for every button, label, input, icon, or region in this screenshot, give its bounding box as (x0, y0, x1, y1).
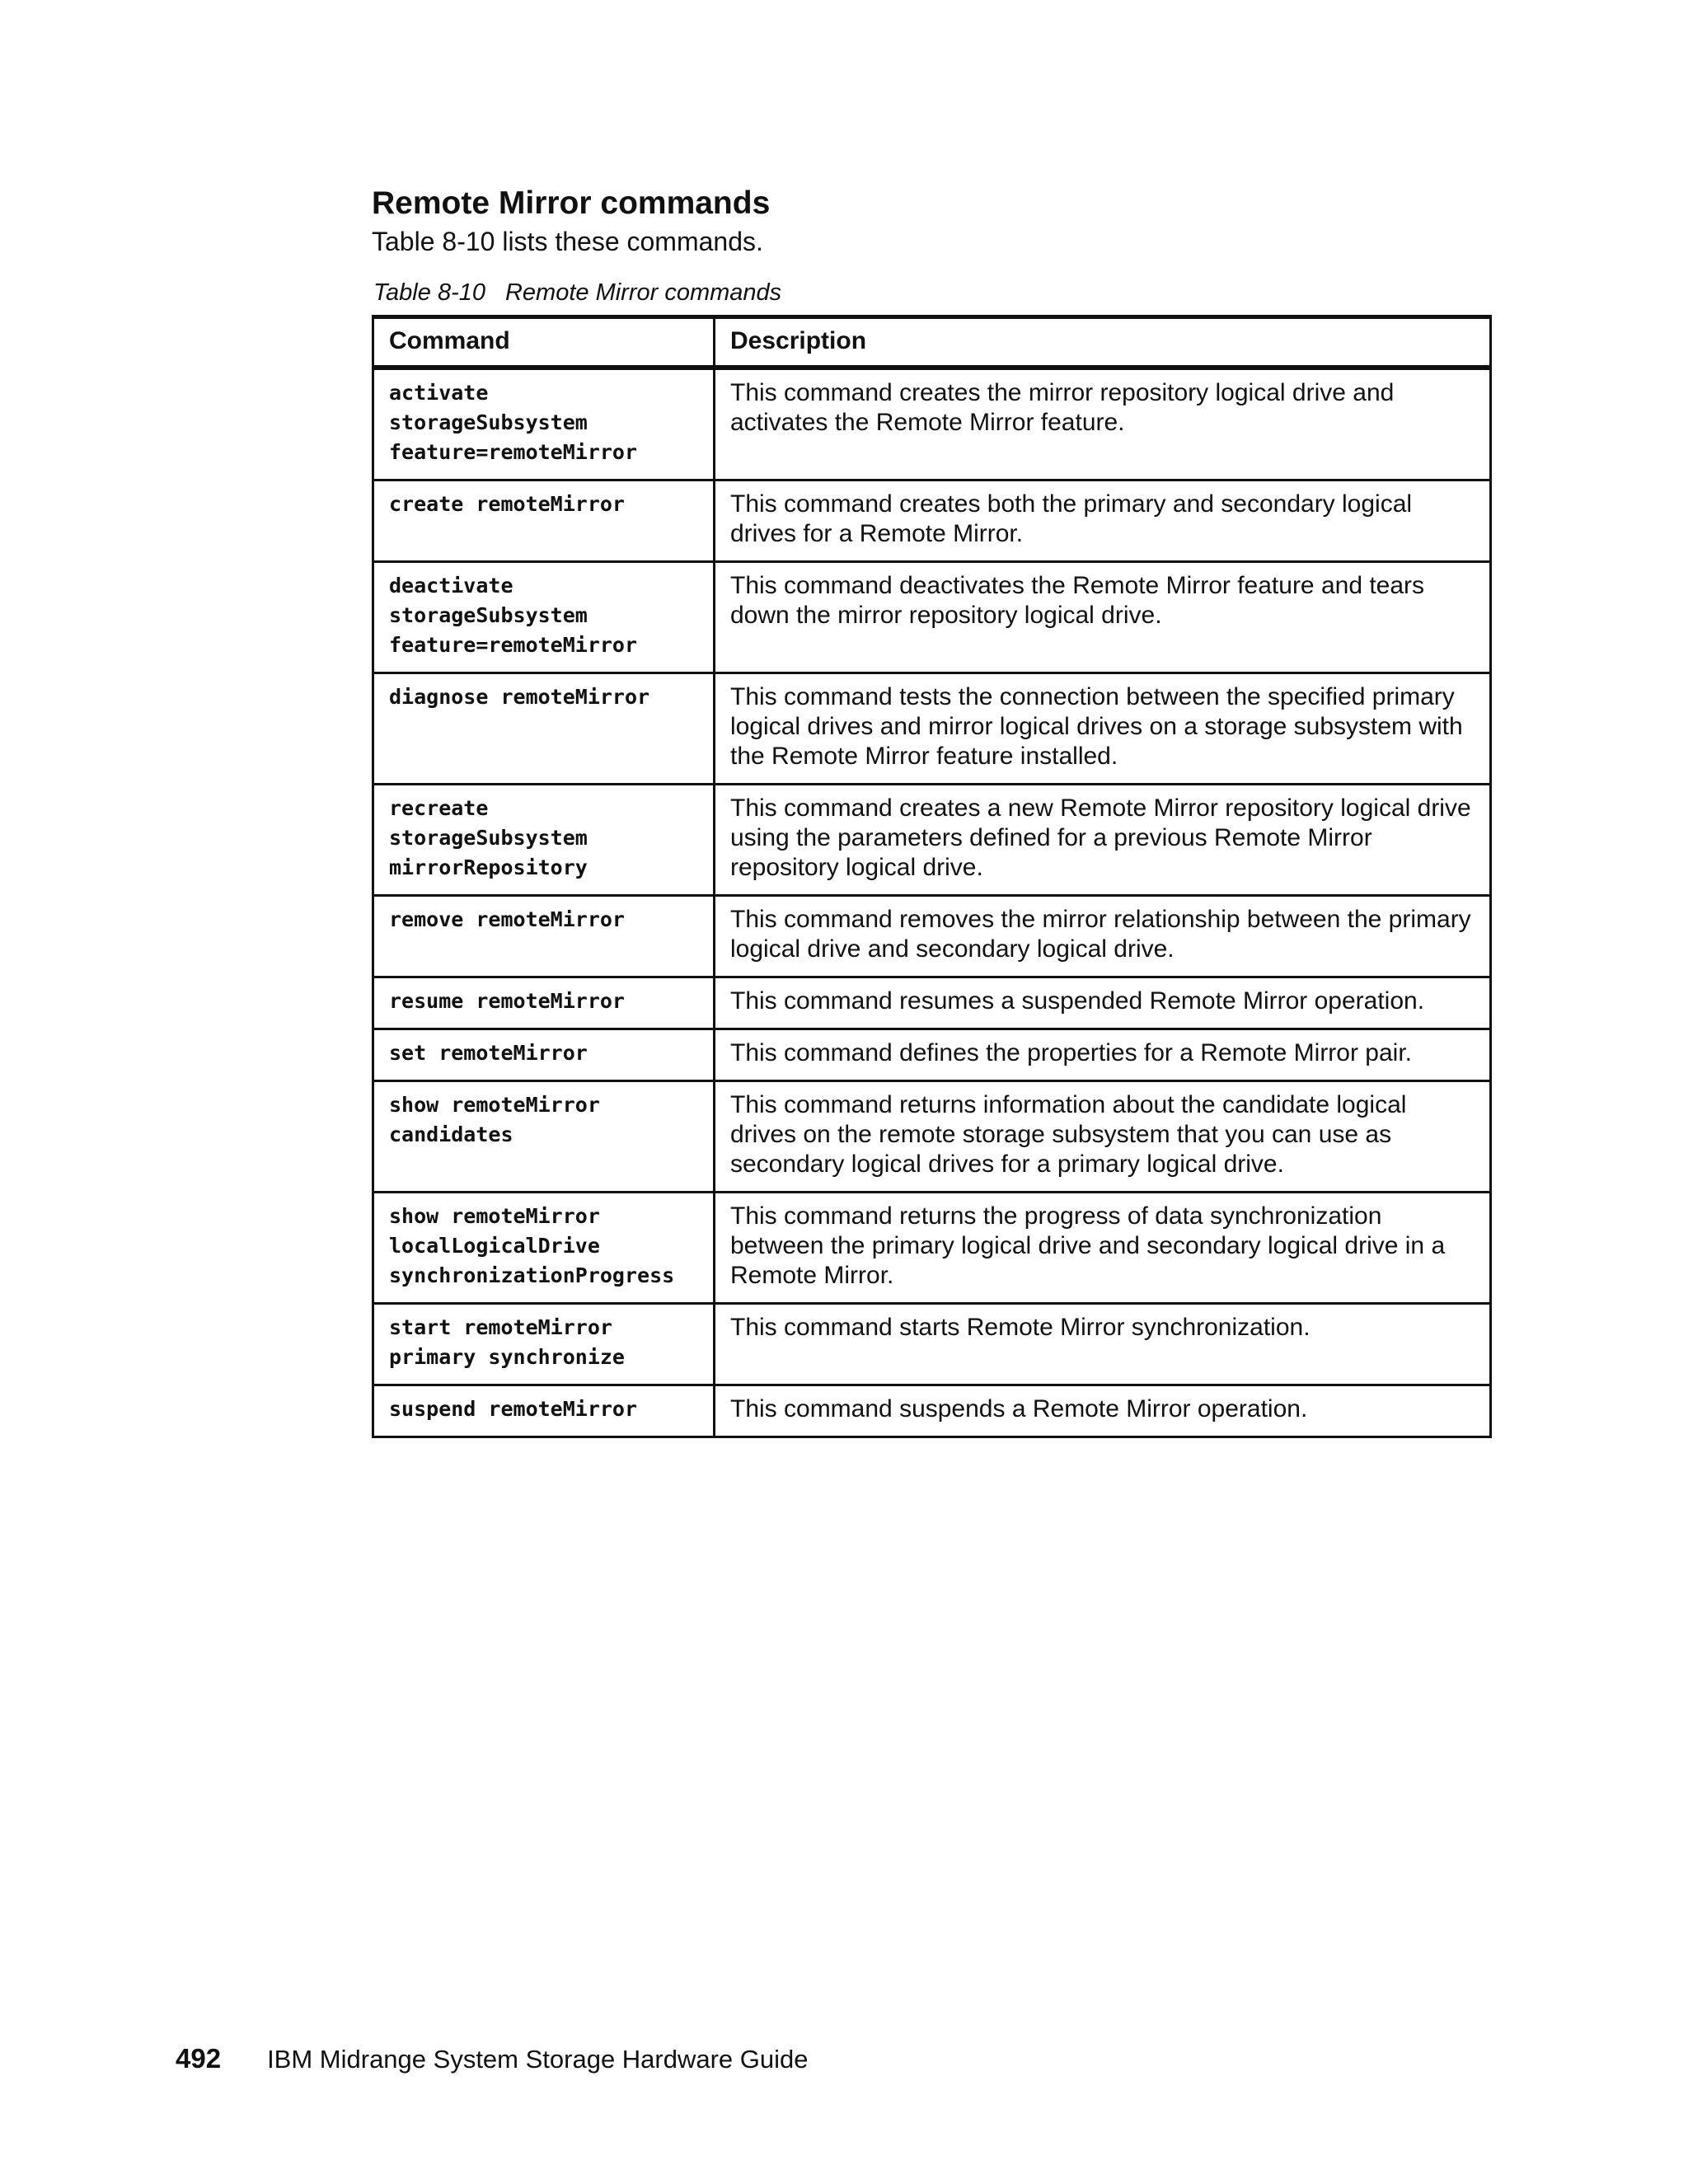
table-row (373, 1193, 1491, 1304)
description-cell: This command deactivates the Remote Mirror feature and tears down the mirror repository logical drive. (715, 562, 1491, 673)
command-text: diagnose remoteMirror (389, 685, 650, 709)
description-cell: This command suspends a Remote Mirror operation. (715, 1385, 1491, 1437)
table-caption (373, 277, 1489, 308)
command-cell (373, 1029, 715, 1081)
page-number: 492 (176, 2043, 222, 2074)
description-cell: This command returns the progress of data synchronization between the primary logical drive and secondary logical drive in a Remote Mirror. (715, 1193, 1491, 1304)
table-row (373, 480, 1491, 562)
command-text: feature=remoteMirror (389, 440, 638, 464)
table-row (373, 368, 1491, 480)
command-cell (373, 785, 715, 896)
table-row (373, 1029, 1491, 1081)
page-content (372, 183, 1489, 1438)
section-title: Remote Mirror commands (372, 185, 771, 221)
table-row (373, 785, 1491, 896)
command-text: primary synchronize (389, 1345, 625, 1369)
command-text: candidates (389, 1122, 513, 1146)
command-cell (373, 562, 715, 673)
command-text: deactivate (389, 574, 513, 598)
command-text: remove remoteMirror (389, 907, 625, 931)
table-row (373, 1081, 1491, 1193)
command-cell (373, 1304, 715, 1385)
command-text: resume remoteMirror (389, 989, 625, 1013)
table-row (373, 673, 1491, 785)
column-header-command: Command (373, 317, 715, 368)
command-cell (373, 1081, 715, 1193)
command-text: create remoteMirror (389, 492, 625, 516)
description-cell: This command defines the properties for a Remote Mirror pair. (715, 1029, 1491, 1081)
commands-table (372, 315, 1492, 1438)
table-row (373, 896, 1491, 977)
command-cell (373, 896, 715, 977)
table-caption-number: Table 8-10 (373, 279, 485, 306)
description-cell: This command tests the connection between the specified primary logical drives and mirror logical drives on a storage subsystem with the Remote Mirror feature installed. (715, 673, 1491, 785)
command-text: start remoteMirror (389, 1315, 612, 1339)
table-row (373, 562, 1491, 673)
command-cell (373, 1385, 715, 1437)
command-text: activate storageSubsystem (389, 381, 588, 434)
table-body (373, 368, 1491, 1437)
description-cell: This command returns information about the candidate logical drives on the remote storage subsystem that you can use as secondary logical drives for a primary logical drive. (715, 1081, 1491, 1193)
table-row (373, 1385, 1491, 1437)
description-cell: This command starts Remote Mirror synchronization. (715, 1304, 1491, 1385)
description-cell: This command creates a new Remote Mirror repository logical drive using the parameters defined for a previous Remote Mirror repository logical drive. (715, 785, 1491, 896)
page-footer (176, 2042, 809, 2076)
description-cell: This command removes the mirror relationship between the primary logical drive and secondary logical drive. (715, 896, 1491, 977)
description-cell: This command creates both the primary and secondary logical drives for a Remote Mirror. (715, 480, 1491, 562)
command-text: synchronizationProgress (389, 1263, 675, 1287)
command-cell (373, 1193, 715, 1304)
command-text: show remoteMirror (389, 1093, 600, 1117)
command-cell (373, 480, 715, 562)
table-row (373, 1304, 1491, 1385)
command-text: set remoteMirror (389, 1041, 588, 1065)
description-cell: This command creates the mirror repository logical drive and activates the Remote Mirror feature. (715, 368, 1491, 480)
command-text: suspend remoteMirror (389, 1397, 638, 1421)
table-caption-title: Remote Mirror commands (504, 279, 782, 306)
command-text: feature=remoteMirror (389, 633, 638, 657)
command-cell (373, 977, 715, 1029)
command-cell (373, 673, 715, 785)
command-text: show remoteMirror (389, 1204, 600, 1228)
book-title: IBM Midrange System Storage Hardware Guide (267, 2045, 809, 2074)
table-header-row (373, 317, 1491, 368)
intro-text: Table 8-10 lists these commands. (372, 227, 763, 256)
column-header-description: Description (715, 317, 1491, 368)
command-cell (373, 368, 715, 480)
command-text: storageSubsystem (389, 603, 588, 627)
table-row (373, 977, 1491, 1029)
command-text: recreate storageSubsystem (389, 796, 588, 850)
description-cell: This command resumes a suspended Remote Mirror operation. (715, 977, 1491, 1029)
command-text: mirrorRepository (389, 855, 588, 879)
command-text: localLogicalDrive (389, 1234, 600, 1258)
